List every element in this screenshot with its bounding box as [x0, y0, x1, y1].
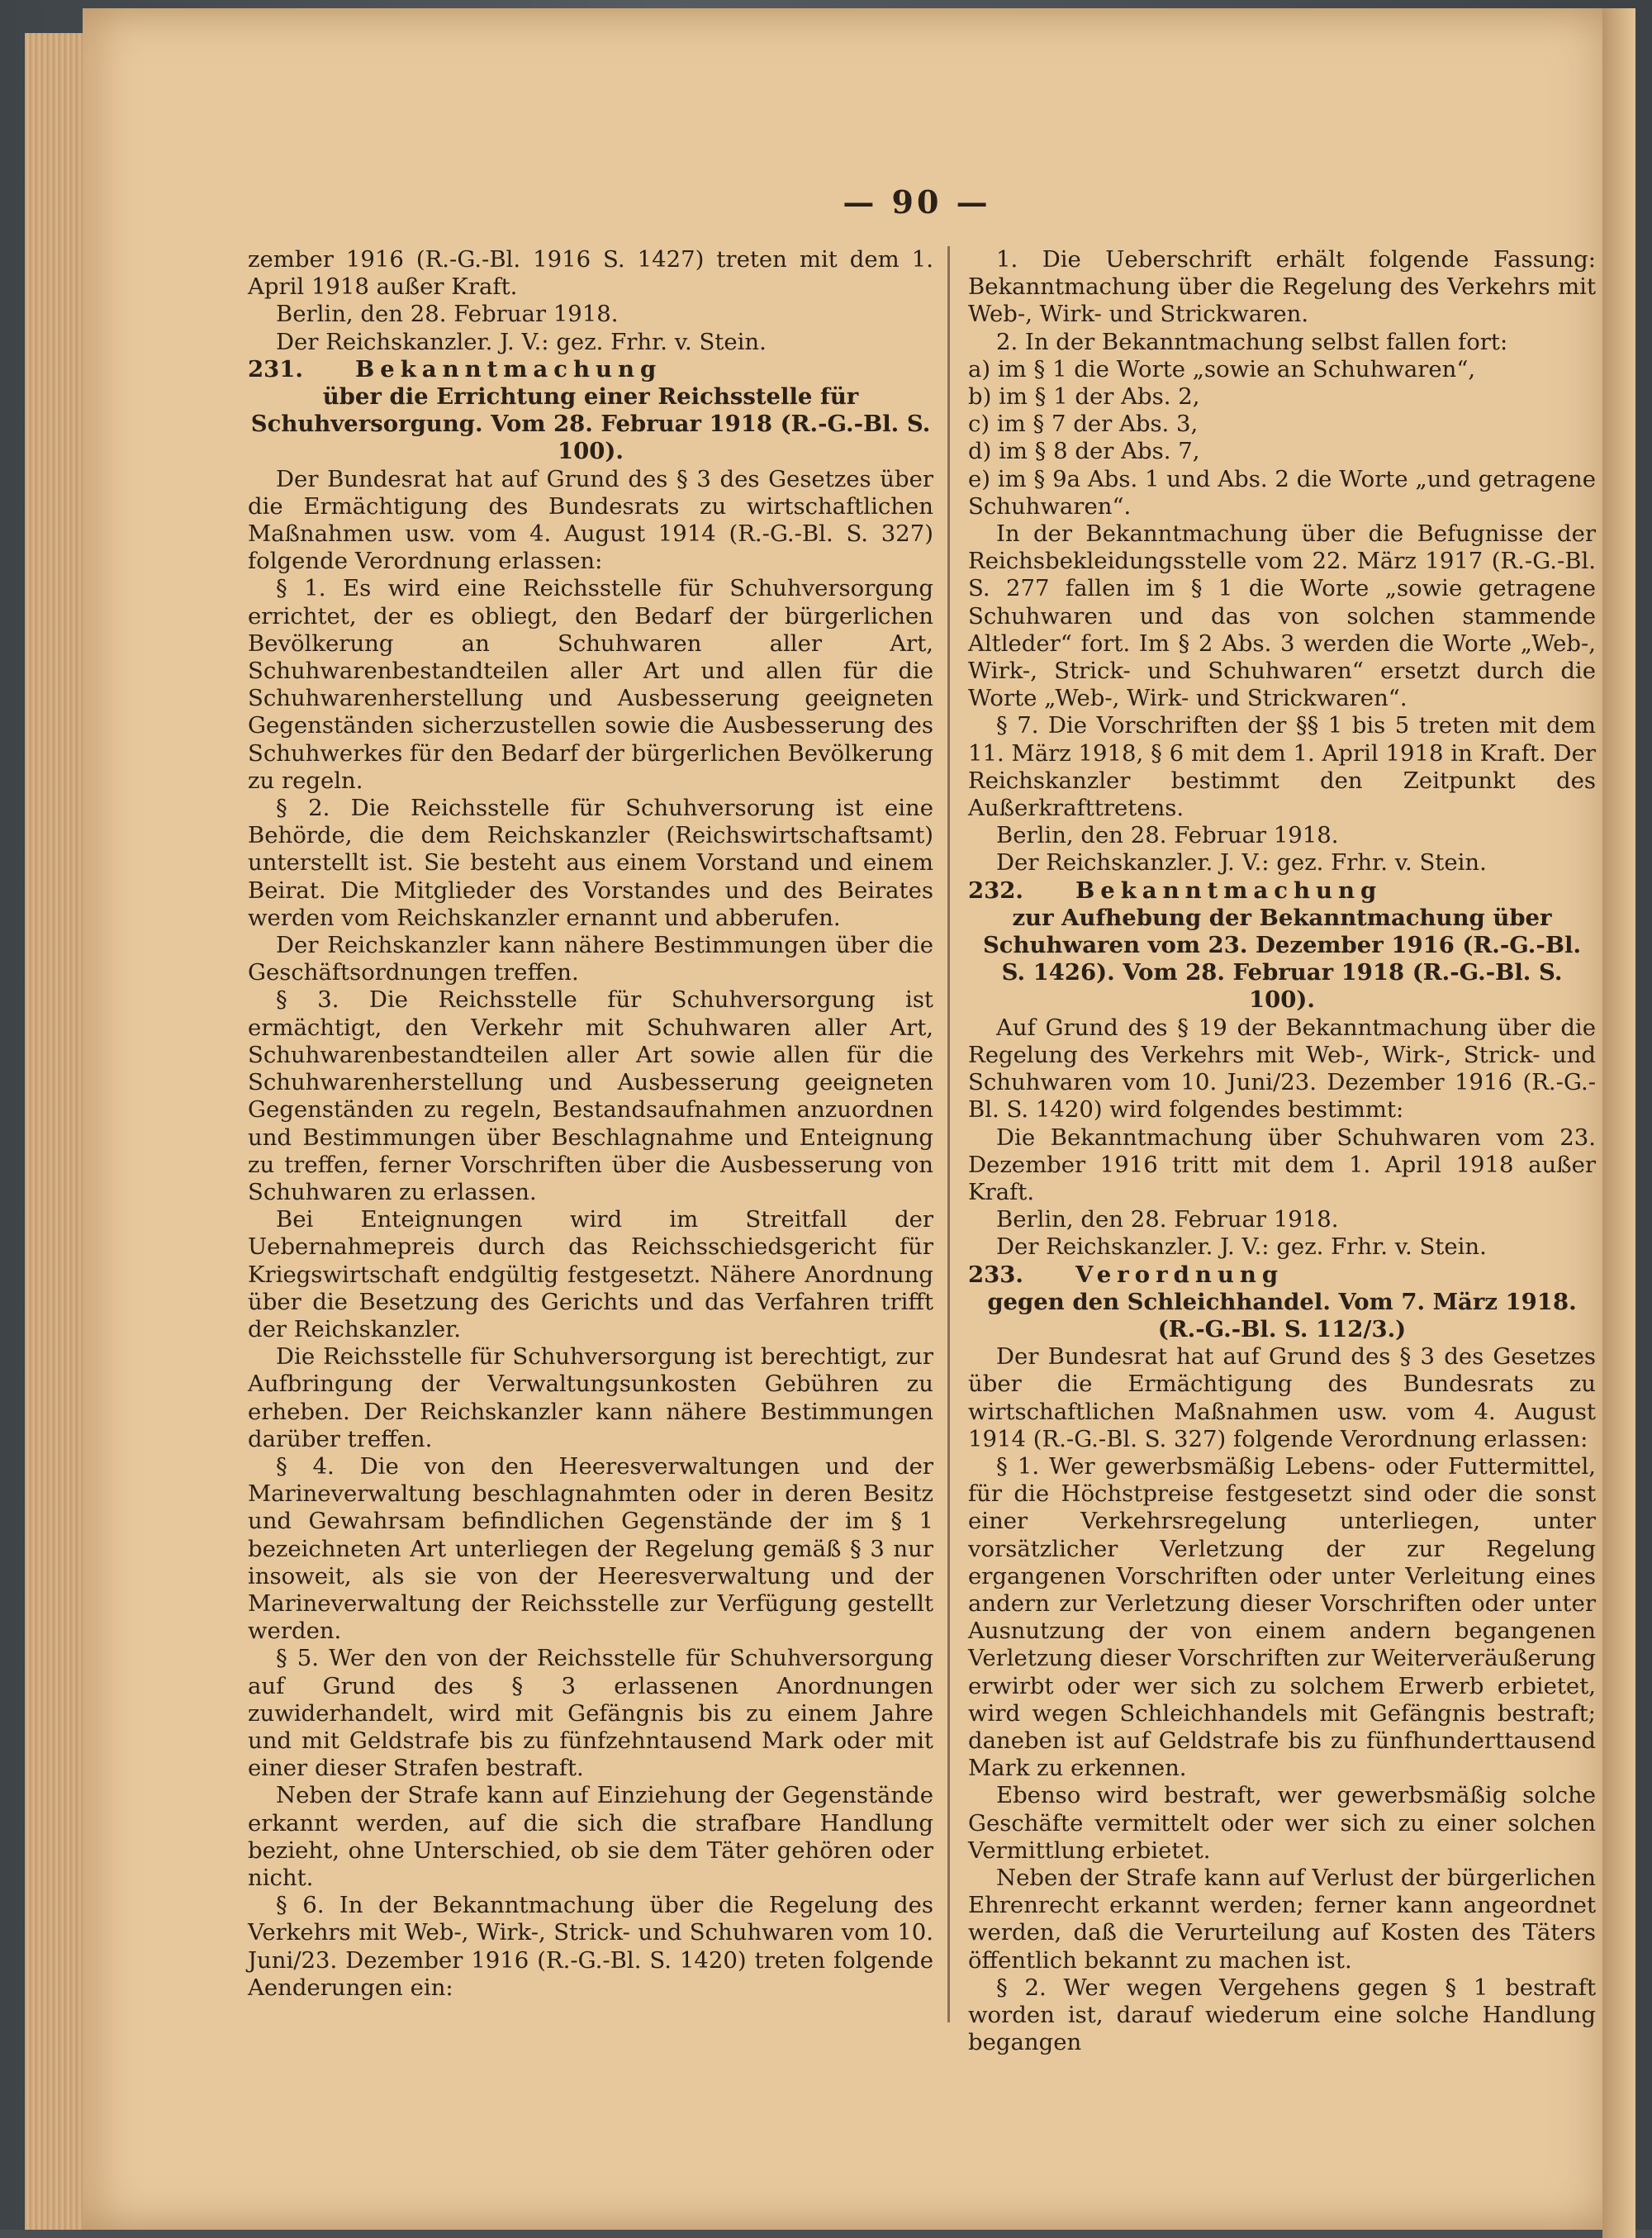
notice-title: Bekanntmachung [355, 355, 662, 383]
left-column [248, 246, 933, 2001]
notice-number: 231. [248, 355, 303, 383]
paragraph: Bei Enteignungen wird im Streitfall der Uebernahmepreis durch das Reichsschiedsgericht für Kriegswirtschaft endgültig festgesetzt. Nähere Anordnung über die Besetzung des Gerichts und das Verfahren trifft der Reichskanzler. [248, 1206, 933, 1342]
paragraph: § 4. Die von den Heeresverwaltungen und der Marineverwaltung beschlagnahmten oder in deren Besitz und Gewahrsam befindlichen Gegenstände der im § 1 bezeichneten Art unterliegen der Regelung gemäß § 3 nur insoweit, als sie von der Heeresverwaltung und der Marineverwaltung der Reichsstelle zur Verfügung gestellt werden. [248, 1452, 933, 1645]
paragraph: § 6. In der Bekanntmachung über die Regelung des Verkehrs mit Web-, Wirk-, Strick- und Schuhwaren vom 10. Juni/23. Dezember 1916 (R.-G.-Bl. S. 1420) treten folgende Aenderungen ein: [248, 1892, 933, 2001]
list-item: e) im § 9a Abs. 1 und Abs. 2 die Worte „und getragene Schuhwaren“. [968, 465, 1596, 520]
notice-heading [968, 1262, 1596, 1289]
column-divider [947, 246, 950, 2022]
notice-subtitle: zur Aufhebung der Bekanntmachung über Schuhwaren vom 23. Dezember 1916 (R.-G.-Bl. S. 1426). Vom 28. Februar 1918 (R.-G.-Bl. S. 100). [982, 904, 1582, 1014]
paragraph: zember 1916 (R.-G.-Bl. 1916 S. 1427) treten mit dem 1. April 1918 außer Kraft. [248, 246, 933, 301]
signature-line: Der Reichskanzler. J. V.: gez. Frhr. v. Stein. [276, 328, 767, 355]
paragraph: Der Reichskanzler kann nähere Bestimmungen über die Geschäftsordnungen treffen. [248, 932, 933, 986]
notice-title: Verordnung [1075, 1261, 1284, 1288]
signature-line: Der Reichskanzler. J. V.: gez. Frhr. v. Stein. [996, 1233, 1487, 1261]
paragraph: Ebenso wird bestraft, wer gewerbsmäßig solche Geschäfte vermittelt oder wer sich zu einer solchen Vermittlung erbietet. [968, 1782, 1596, 1864]
paragraph: Neben der Strafe kann auf Verlust der bürgerlichen Ehrenrecht erkannt werden; ferner kann angeordnet werden, daß die Verurteilung auf Kosten des Täters öffentlich bekannt zu machen ist. [968, 1864, 1596, 1974]
date-line: Berlin, den 28. Februar 1918. [996, 822, 1339, 849]
notice-subtitle: gegen den Schleichhandel. Vom 7. März 1918. (R.-G.-Bl. S. 112/3.) [987, 1288, 1577, 1342]
list-item: b) im § 1 der Abs. 2, [968, 383, 1200, 411]
paragraph: Der Bundesrat hat auf Grund des § 3 des Gesetzes über die Ermächtigung des Bundesrats zu wirtschaftlichen Maßnahmen usw. vom 4. August 1914 (R.-G.-Bl. S. 327) folgende Verordnung erlassen: [248, 465, 933, 575]
list-item: c) im § 7 der Abs. 3, [968, 411, 1199, 438]
notice-title: Bekanntmachung [1075, 877, 1383, 904]
paragraph: In der Bekanntmachung über die Befugnisse der Reichsbekleidungsstelle vom 22. März 1917 (R.-G.-Bl. S. 277 fallen im § 1 die Worte „sowie getragene Schuhwaren und das von solchen stammende Altleder“ fort. Im § 2 Abs. 3 werden die Worte „Web-, Wirk-, Strick- und Schuhwaren“ ersetzt durch die Worte „Web-, Wirk- und Strickwaren“. [968, 520, 1596, 712]
paragraph: § 7. Die Vorschriften der §§ 1 bis 5 treten mit dem 11. März 1918, § 6 mit dem 1. April 1918 in Kraft. Der Reichskanzler bestimmt den Zeitpunkt des Außerkrafttretens. [968, 712, 1596, 822]
notice-number: 232. [968, 877, 1023, 904]
paragraph: Die Bekanntmachung über Schuhwaren vom 23. Dezember 1916 tritt mit dem 1. April 1918 außer Kraft. [968, 1124, 1596, 1205]
paragraph: 2. In der Bekanntmachung selbst fallen fort: [996, 328, 1508, 355]
signature-line: Der Reichskanzler. J. V.: gez. Frhr. v. Stein. [996, 849, 1487, 877]
paragraph: § 1. Wer gewerbsmäßig Lebens- oder Futtermittel, für die Höchstpreise festgesetzt sind oder die sonst einer Verkehrsregelung unterliegen, unter vorsätzlicher Verletzung der zur Regelung ergangenen Vorschriften oder unter Verleitung eines andern zur Verletzung dieser Vorschriften oder unter Ausnutzung der von einem andern begangenen Verletzung dieser Vorschriften zur Weiterveräußerung erwirbt oder wer sich zu solchem Erwerb erbietet, wird wegen Schleichhandels mit Gefängnis bestraft; daneben ist auf Geldstrafe bis zu fünfhunderttausend Mark zu erkennen. [968, 1452, 1596, 1782]
paragraph: § 2. Wer wegen Vergehens gegen § 1 bestraft worden ist, darauf wiederum eine solche Handlung begangen [968, 1974, 1596, 2056]
list-item: a) im § 1 die Worte „sowie an Schuhwaren“, [968, 355, 1476, 383]
paragraph: § 5. Wer den von der Reichsstelle für Schuhversorgung auf Grund des § 3 erlassenen Anordnungen zuwiderhandelt, wird mit Gefängnis bis zu einem Jahre und mit Geldstrafe bis zu fünfzehntausend Mark oder mit einer dieser Strafen bestraft. [248, 1645, 933, 1782]
paragraph: Die Reichsstelle für Schuhversorgung ist berechtigt, zur Aufbringung der Verwaltungsunkosten Gebühren zu erheben. Der Reichskanzler kann nähere Bestimmungen darüber treffen. [248, 1343, 933, 1452]
notice-subtitle: über die Errichtung einer Reichsstelle für Schuhversorgung. Vom 28. Februar 1918 (R.-G.-Bl. S. 100). [250, 383, 931, 465]
paragraph: § 1. Es wird eine Reichsstelle für Schuhversorgung errichtet, der es obliegt, den Bedarf der bürgerlichen Bevölkerung an Schuhwaren aller Art, Schuhwarenbestandteilen aller Art und allen für die Schuhwarenherstellung und Ausbesserung geeigneten Gegenständen sicherzustellen sowie die Ausbesserung des Schuhwerkes für den Bedarf der bürgerlichen Bevölkerung zu regeln. [248, 575, 933, 794]
right-column [968, 246, 1596, 2056]
notice-number: 233. [968, 1261, 1023, 1288]
page-number: — 90 — [843, 183, 991, 221]
paragraph: 1. Die Ueberschrift erhält folgende Fassung: Bekanntmachung über die Regelung des Verkehrs mit Web-, Wirk- und Strickwaren. [968, 246, 1596, 328]
date-line: Berlin, den 28. Februar 1918. [996, 1206, 1339, 1233]
notice-heading [968, 877, 1596, 905]
paragraph: Auf Grund des § 19 der Bekanntmachung über die Regelung des Verkehrs mit Web-, Wirk-, Strick- und Schuhwaren vom 10. Juni/23. Dezember 1916 (R.-G.-Bl. S. 1420) wird folgendes bestimmt: [968, 1014, 1596, 1124]
paragraph: Der Bundesrat hat auf Grund des § 3 des Gesetzes über die Ermächtigung des Bundesrats zu wirtschaftlichen Maßnahmen usw. vom 4. August 1914 (R.-G.-Bl. S. 327) folgende Verordnung erlassen: [968, 1343, 1596, 1452]
list-item: d) im § 8 der Abs. 7, [968, 438, 1200, 465]
paragraph: § 3. Die Reichsstelle für Schuhversorgung ist ermächtigt, den Verkehr mit Schuhwaren aller Art, Schuhwarenbestandteilen aller Art sowie allen für die Schuhwarenherstellung und Ausbesserung geeigneten Gegenständen zu regeln, Bestandsaufnahmen anzuordnen und Bestimmungen über Beschlagnahme und Enteignung zu treffen, ferner Vorschriften über die Ausbesserung von Schuhwaren zu erlassen. [248, 986, 933, 1205]
next-page-edge [1602, 8, 1635, 2238]
date-line: Berlin, den 28. Februar 1918. [276, 301, 619, 328]
notice-heading [248, 356, 933, 383]
paragraph: Neben der Strafe kann auf Einziehung der Gegenstände erkannt werden, auf die sich die strafbare Handlung bezieht, ohne Unterschied, ob sie dem Täter gehören oder nicht. [248, 1782, 933, 1891]
paragraph: § 2. Die Reichsstelle für Schuhversorung ist eine Behörde, die dem Reichskanzler (Reichswirtschaftsamt) unterstellt ist. Sie besteht aus einem Vorstand und einem Beirat. Die Mitglieder des Vorstandes und des Beirates werden vom Reichskanzler ernannt und abberufen. [248, 795, 933, 931]
